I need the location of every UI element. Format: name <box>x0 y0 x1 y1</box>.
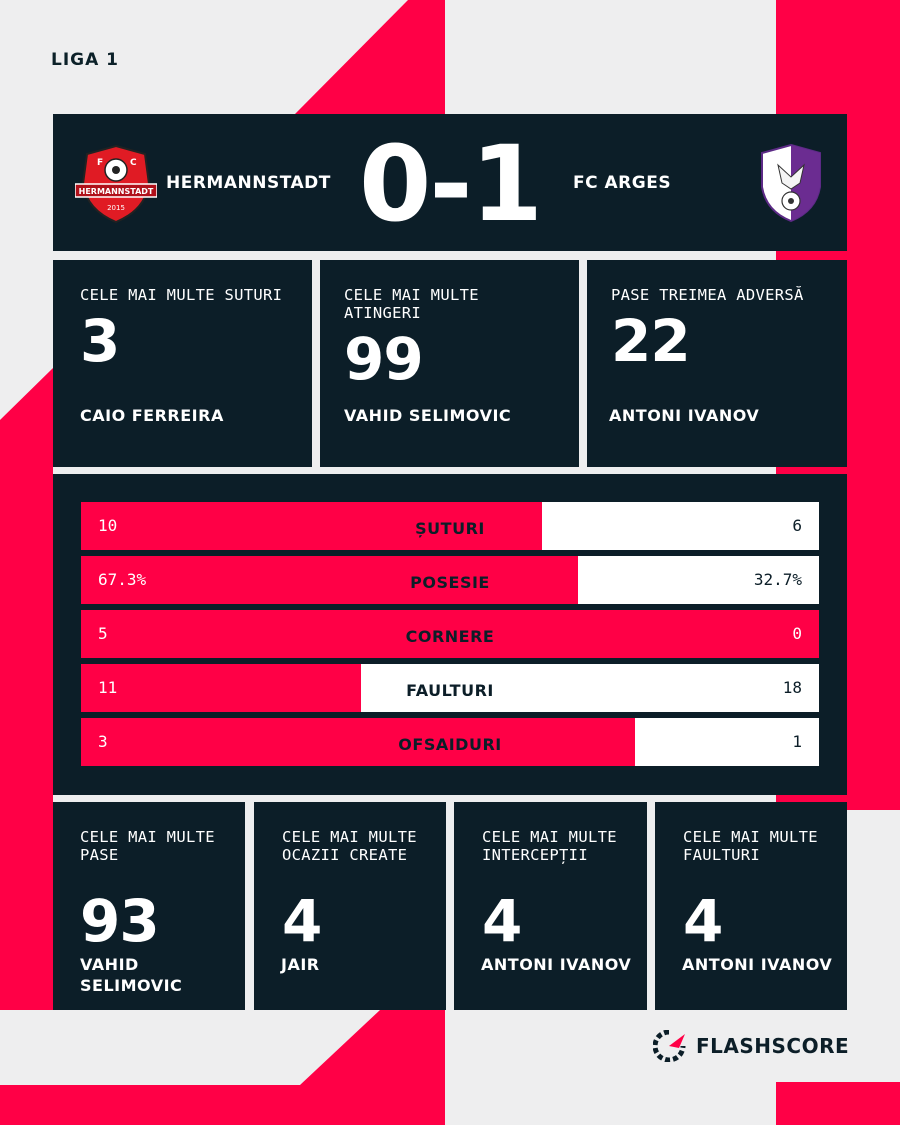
stat-home-value: 11 <box>98 678 118 697</box>
flashscore-logo-icon <box>653 1030 687 1062</box>
brand-name: FLASHSCORE <box>696 1034 850 1058</box>
stat-away-value: 1 <box>792 732 802 751</box>
stat-bar <box>81 718 819 766</box>
card-title: CELE MAI MULTE SUTURI <box>80 286 283 304</box>
card-player: JAIR <box>281 955 320 974</box>
card-value: 4 <box>683 887 723 955</box>
card-value: 4 <box>282 887 322 955</box>
match-score: 0-1 <box>359 123 541 245</box>
stat-label: POSESIE <box>410 573 490 592</box>
top-card-final-third-passes <box>587 260 847 467</box>
league-label: LIGA 1 <box>51 50 120 70</box>
stat-bar <box>81 610 819 658</box>
bottom-card-passes <box>53 802 245 1010</box>
svg-text:HERMANNSTADT: HERMANNSTADT <box>78 187 154 196</box>
stat-away-value: 6 <box>792 516 802 535</box>
stat-label: ȘUTURI <box>415 519 485 538</box>
svg-text:F: F <box>97 158 104 168</box>
flashscore-brand <box>653 1030 849 1062</box>
stat-home-value: 10 <box>98 516 118 535</box>
stats-comparison-panel <box>53 474 847 795</box>
svg-text:2015: 2015 <box>107 204 125 212</box>
card-player: ANTONI IVANOV <box>481 955 632 974</box>
home-team-name: HERMANNSTADT <box>166 173 331 193</box>
card-player: ANTONI IVANOV <box>682 955 833 974</box>
bottom-card-interceptions <box>454 802 647 1010</box>
stat-label: OFSAIDURI <box>398 735 502 754</box>
stat-home-value: 67.3% <box>98 570 147 589</box>
card-title: CELE MAI MULTE ATINGERI <box>344 286 479 322</box>
card-value: 4 <box>482 887 522 955</box>
card-value: 93 <box>80 887 159 955</box>
stat-away-value: 32.7% <box>753 570 802 589</box>
bottom-card-fouls <box>655 802 847 1010</box>
card-player: VAHID SELIMOVIC <box>344 406 512 425</box>
card-player: CAIO FERREIRA <box>80 406 224 425</box>
stat-bar <box>81 664 819 712</box>
card-value: 99 <box>344 325 423 393</box>
top-card-shots <box>53 260 312 467</box>
stat-home-value: 5 <box>98 624 108 643</box>
away-team-name: FC ARGES <box>573 173 672 193</box>
card-title: CELE MAI MULTE INTERCEPȚII <box>482 828 617 864</box>
hermannstadt-crest-icon <box>75 144 157 224</box>
stat-away-value: 0 <box>792 624 802 643</box>
card-title: CELE MAI MULTE PASE <box>80 828 215 864</box>
card-player: ANTONI IVANOV <box>609 406 760 425</box>
svg-text:C: C <box>130 158 137 168</box>
stat-away-value: 18 <box>782 678 802 697</box>
stat-label: FAULTURI <box>406 681 494 700</box>
card-title: PASE TREIMEA ADVERSĂ <box>611 286 804 304</box>
card-value: 3 <box>80 307 120 375</box>
stat-label: CORNERE <box>405 627 495 646</box>
card-title: CELE MAI MULTE FAULTURI <box>683 828 818 864</box>
stat-home-value: 3 <box>98 732 108 751</box>
fc-arges-crest-icon <box>758 143 824 223</box>
bottom-card-chances-created <box>254 802 446 1010</box>
card-value: 22 <box>611 307 690 375</box>
card-player: VAHID SELIMOVIC <box>80 955 183 995</box>
card-title: CELE MAI MULTE OCAZII CREATE <box>282 828 417 864</box>
top-card-touches <box>320 260 579 467</box>
stat-bar <box>81 502 819 550</box>
stat-bar <box>81 556 819 604</box>
